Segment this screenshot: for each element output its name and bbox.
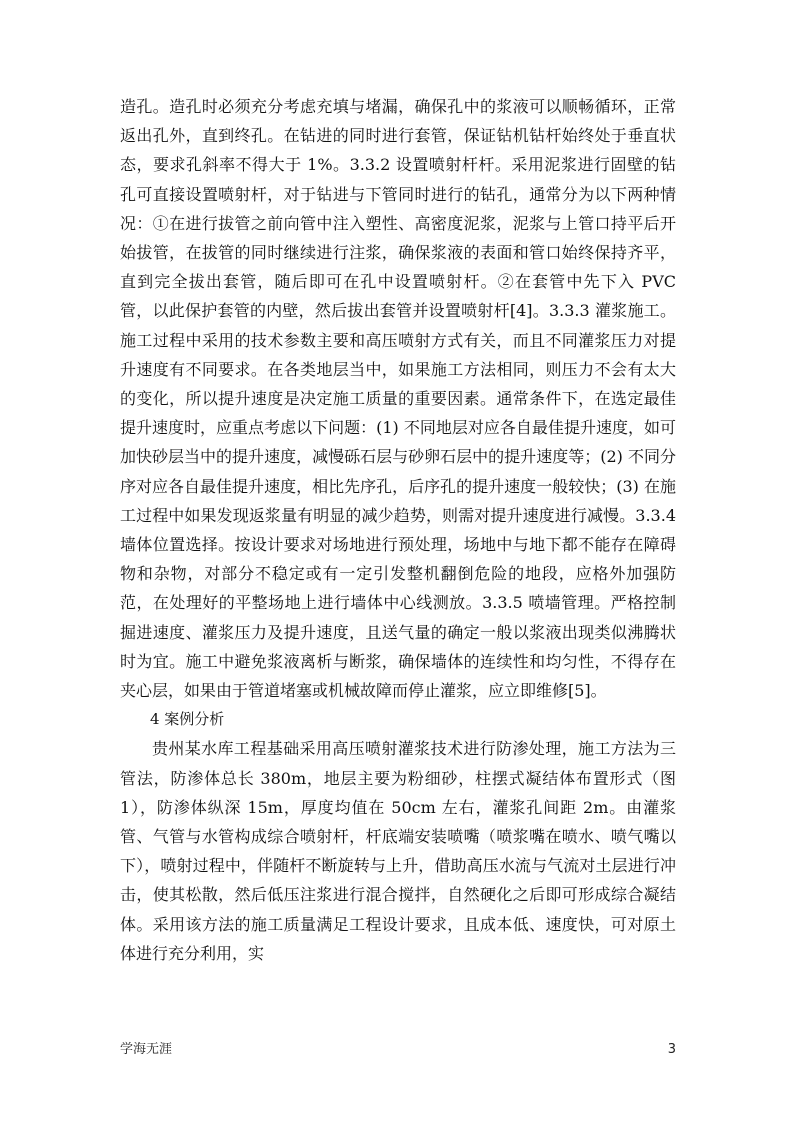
body-text [120, 92, 676, 968]
paragraph-continued: 造孔。造孔时必须充分考虑充填与堵漏，确保孔中的浆液可以顺畅循环，正常返出孔外，直到终孔。在钻进的同时进行套管，保证钻机钻杆始终处于垂直状态，要求孔斜率不得大于 1%。3.3.2 设置喷射杆杆。采用泥浆进行固壁的钻孔可直接设置喷射杆，对于钻进与下管同时进行的钻孔，通常分为以下两种情况：①在进行拔管之前向管中注入塑性、高密度泥浆，泥浆与上管口持平后开始拔管，在拔管的同时继续进行注浆，确保浆液的表面和管口始终保持齐平，直到完全拔出套管，随后即可在孔中设置喷射杆。②在套管中先下入 PVC 管，以此保护套管的内壁，然后拔出套管并设置喷射杆[4]。3.3.3 灌浆施工。施工过程中采用的技术参数主要和高压喷射方式有关，而且不同灌浆压力对提升速度有不同要求。在各类地层当中，如果施工方法相同，则压力不会有太大的变化，所以提升速度是决定施工质量的重要因素。通常条件下，在选定最佳提升速度时，应重点考虑以下问题：(1) 不同地层对应各自最佳提升速度，如可加快砂层当中的提升速度，减慢砾石层与砂卵石层中的提升速度等；(2) 不同分序对应各自最佳提升速度，相比先序孔，后序孔的提升速度一般较快；(3) 在施工过程中如果发现返浆量有明显的减少趋势，则需对提升速度进行减慢。3.3.4 墙体位置选择。按设计要求对场地进行预处理，场地中与地下都不能存在障碍物和杂物，对部分不稳定或有一定引发整机翻倒危险的地段，应格外加强防范，在处理好的平整场地上进行墙体中心线测放。3.3.5 喷墙管理。严格控制掘进速度、灌浆压力及提升速度，且送气量的确定一般以浆液出现类似沸腾状时为宜。施工中避免浆液离析与断浆，确保墙体的连续性和均匀性，不得存在夹心层，如果由于管道堵塞或机械故障而停止灌浆，应立即维修[5]。 [120, 97, 676, 701]
section-heading: 4 案例分析 [150, 710, 225, 729]
page-number: 3 [667, 1042, 676, 1057]
page-footer [120, 1042, 676, 1058]
footer-left-text: 学海无涯 [120, 1042, 173, 1057]
paragraph-case-analysis: 贵州某水库工程基础采用高压喷射灌浆技术进行防渗处理，施工方法为三管法，防渗体总长 380m，地层主要为粉细砂，柱摆式凝结体布置形式（图 1），防渗体纵深 15m，厚度均值在 50cm 左右，灌浆孔间距 2m。由灌浆管、气管与水管构成综合喷射杆，杆底端安装喷嘴（喷浆嘴在喷水、喷气嘴以下），喷射过程中，伴随杆不断旋转与上升，借助高压水流与气流对土层进行冲击，使其松散，然后低压注浆进行混合搅拌，自然硬化之后即可形成综合凝结体。采用该方法的施工质量满足工程设计要求，且成本低、速度快，可对原土体进行充分利用，实 [120, 739, 676, 963]
